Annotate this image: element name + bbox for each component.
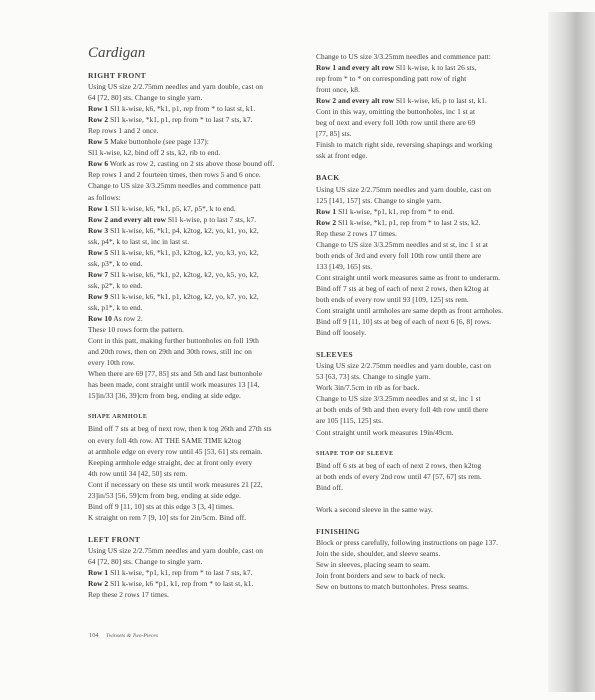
instruction-text: Cont straight until work measures same as front to underarm. <box>316 272 501 282</box>
instruction-text: Rep rows 1 and 2 fourteen times, then rows 5 and 6 once. <box>88 170 261 180</box>
instruction-text: Sew in sleeves, placing seam to seam. <box>316 559 431 569</box>
instruction-line <box>316 62 548 73</box>
instruction-text: Sl1 k-wise, k6, *k1, p4, k2tog, k2, yo, k1, yo, k2, <box>108 225 259 235</box>
instruction-text: [77, 85] sts. <box>316 129 352 139</box>
instruction-line <box>88 269 310 280</box>
row-label: Row 2 <box>88 579 109 589</box>
instruction-line <box>88 103 310 114</box>
row-label: Row 7 <box>88 269 109 279</box>
instruction-text: Using US size 2/2.75mm needles and yarn double, cast on <box>316 184 491 194</box>
instruction-line <box>316 217 548 228</box>
instruction-text: ssk, p4*, k to last st, inc in last st. <box>88 236 190 246</box>
instruction-line <box>316 327 548 338</box>
instruction-text: Bind off. <box>316 482 344 492</box>
instruction-text: Sl1 k-wise, *p1, k1, rep from * to end. <box>336 206 455 216</box>
instruction-line <box>88 324 310 335</box>
instruction-line <box>88 125 310 136</box>
instruction-line <box>88 280 310 291</box>
instruction-text: at both ends of 9th and then every foll 4th row until there <box>316 405 489 415</box>
instruction-text: Change to US size 3/3.25mm needles and st st, inc 1 st <box>316 394 481 404</box>
instruction-text: both ends of 3rd and every foll 10th row until there are <box>316 250 482 260</box>
instruction-line <box>88 158 310 169</box>
instruction-line <box>316 404 548 415</box>
instruction-text: Sl1 k-wise, k6, *k1, p1, rep from * to last st, k1. <box>108 104 256 114</box>
instruction-line <box>88 512 310 523</box>
instruction-text: Sl1 k-wise, k6 *p1, k1, rep from * to last st, k1. <box>108 579 254 589</box>
instruction-text: Sl1 k-wise, p to last 7 sts, k7. <box>166 214 257 224</box>
instruction-text: When there are 69 [77, 85] sts and 5th and last buttonhole <box>88 369 263 379</box>
instruction-text: on every foll 4th row. AT THE SAME TIME k2tog <box>88 435 242 445</box>
right-column <box>316 51 548 592</box>
instruction-text: 15]in/33 [36, 39]cm from beg, ending at side edge. <box>88 391 241 401</box>
instruction-line <box>316 537 548 548</box>
instruction-line <box>316 184 548 195</box>
instruction-line <box>316 239 548 250</box>
instruction-line <box>316 305 548 316</box>
shape-armhole-instructions <box>88 423 310 522</box>
instruction-line <box>88 335 310 346</box>
instruction-line <box>316 261 548 272</box>
section-heading-shape-top-of-sleeve: SHAPE TOP OF SLEEVE <box>316 450 394 457</box>
instruction-text: Change to US size 3/3.25mm needles and commence patt <box>88 181 261 191</box>
instruction-line <box>316 117 548 128</box>
instruction-text: and 20th rows, then on 29th and 30th rows, still inc on <box>88 347 252 357</box>
instruction-line <box>316 128 548 139</box>
instruction-text: 64 [72, 80] sts. Change to single yarn. <box>88 93 203 103</box>
section-heading-sleeves: SLEEVES <box>316 350 353 360</box>
instruction-line <box>316 393 548 404</box>
instruction-line <box>316 360 548 371</box>
instruction-line <box>88 136 310 147</box>
instruction-text: Work 3in/7.5cm in rib as for back. <box>316 383 420 393</box>
instruction-text: Using US size 2/2.75mm needles and yarn double, cast on <box>88 82 263 92</box>
instruction-line <box>316 139 548 150</box>
instruction-text: beg of next and every foll 10th row until there are 69 <box>316 118 476 128</box>
instruction-text: Rep these 2 rows 17 times. <box>88 590 169 600</box>
instruction-text: every 10th row. <box>88 358 135 368</box>
instruction-text: Sl1 k-wise, k2, bind off 2 sts, k2, rib to end. <box>88 148 221 158</box>
instruction-text: ssk at front edge. <box>316 151 368 161</box>
instruction-text: ssk, p1*, k to end. <box>88 302 143 312</box>
row-label: Row 1 and every alt row <box>316 63 394 73</box>
instruction-text: Cont straight until armholes are same depth as front armholes. <box>316 306 503 316</box>
instruction-text: Cont in this way, omitting the buttonholes, inc 1 st at <box>316 107 476 117</box>
right-front-instructions <box>88 81 310 401</box>
row-label: Row 3 <box>88 225 109 235</box>
instruction-text: Finish to match right side, reversing shapings and working <box>316 140 493 150</box>
instruction-line <box>88 346 310 357</box>
instruction-line <box>316 581 548 592</box>
instruction-text: Sl1 k-wise, k6, *k1, p5, k7, p5*, k to end. <box>108 203 236 213</box>
instruction-line <box>88 357 310 368</box>
instruction-text: as follows: <box>88 192 121 202</box>
instruction-line <box>316 206 548 217</box>
instruction-text: Using US size 2/2.75mm needles and yarn double, cast on <box>316 361 491 371</box>
instruction-text: 4th row until 34 [42, 50] sts rem. <box>88 468 188 478</box>
instruction-line <box>88 567 310 578</box>
row-label: Row 6 <box>88 159 109 169</box>
instruction-line <box>88 457 310 468</box>
instruction-text: at armhole edge on every row until 45 [53, 61] sts remain. <box>88 446 263 456</box>
instruction-line <box>316 150 548 161</box>
instruction-text: ssk, p2*, k to end. <box>88 280 143 290</box>
instruction-line <box>316 294 548 305</box>
instruction-text: Rep these 2 rows 17 times. <box>316 228 397 238</box>
instruction-line <box>316 482 548 493</box>
instruction-line <box>88 291 310 302</box>
instruction-text: Change to US size 3/3.25mm needles and st st, inc 1 st at <box>316 239 488 249</box>
page-number: 104 <box>89 632 99 639</box>
instruction-line <box>88 578 310 589</box>
row-label: Row 5 <box>88 247 109 257</box>
book-title: Twinsets & Two-Pieces <box>106 633 158 639</box>
instruction-text: 23]in/53 [56, 59]cm from beg, ending at side edge. <box>88 490 241 500</box>
instruction-text: has been made, cont straight until work measures 13 [14, <box>88 380 260 390</box>
instruction-text: Cont if necessary on these sts until work measures 21 [22, <box>88 479 263 489</box>
instruction-line <box>88 313 310 324</box>
instruction-text: Bind off loosely. <box>316 328 367 338</box>
instruction-line <box>316 84 548 95</box>
instruction-line <box>88 169 310 180</box>
instruction-line <box>88 368 310 379</box>
back-instructions <box>316 184 548 339</box>
instruction-text: These 10 rows form the pattern. <box>88 325 184 335</box>
second-sleeve-note: Work a second sleeve in the same way. <box>316 504 433 514</box>
left-column <box>88 44 310 600</box>
instruction-line <box>88 92 310 103</box>
instruction-text: rep from * to * on corresponding patt row of right <box>316 74 467 84</box>
instruction-text: Sl1 k-wise, k6, *k1, p2, k2tog, k2, yo, k5, yo, k2, <box>108 269 259 279</box>
section-heading-back: BACK <box>316 173 340 183</box>
instruction-line <box>88 302 310 313</box>
instruction-line <box>316 95 548 106</box>
row-label: Row 1 <box>316 206 337 216</box>
instruction-line <box>316 559 548 570</box>
instruction-line <box>316 548 548 559</box>
row-label: Row 1 <box>88 203 109 213</box>
page-edge-shadow <box>548 12 595 692</box>
row-label: Row 2 and every alt row <box>316 96 394 106</box>
section-heading-right-front: RIGHT FRONT <box>88 71 147 80</box>
instruction-text: 64 [72, 80] sts. Change to single yarn. <box>88 556 203 566</box>
instruction-line <box>88 379 310 390</box>
instruction-text: Rep rows 1 and 2 once. <box>88 126 159 136</box>
instruction-text: Sl1 k-wise, *p1, k1, rep from * to last 7 sts, k7. <box>108 568 253 578</box>
instruction-line <box>316 316 548 327</box>
row-label: Row 5 <box>88 137 109 147</box>
instruction-line <box>316 283 548 294</box>
instruction-line <box>316 250 548 261</box>
instruction-line <box>88 501 310 512</box>
row-label: Row 9 <box>88 291 109 301</box>
instruction-text: both ends of every row until 93 [109, 125] sts rem. <box>316 294 469 304</box>
instruction-line <box>88 258 310 269</box>
page-footer <box>89 632 158 639</box>
instruction-line <box>88 468 310 479</box>
sleeves-instructions <box>316 360 548 437</box>
instruction-line <box>88 479 310 490</box>
instruction-line <box>316 415 548 426</box>
instruction-line <box>88 225 310 236</box>
pattern-title: Cardigan <box>88 45 146 61</box>
instruction-line <box>316 371 548 382</box>
finishing-instructions <box>316 537 548 592</box>
instruction-text: 125 [141, 157] sts. Change to single yarn. <box>316 195 442 205</box>
instruction-line <box>88 214 310 225</box>
instruction-text: Bind off 7 sts at beg of each of next 2 rows, then k2tog at <box>316 283 489 293</box>
instruction-text: Sl1 k-wise, *k1, p1, rep from * to last 2 sts, k2. <box>336 217 481 227</box>
instruction-text: Bind off 7 sts at beg of next row, then k tog 26th and 27th sts <box>88 424 272 434</box>
left-front-continued-instructions <box>316 51 548 161</box>
instruction-text: Sl1 k-wise, k to last 26 sts, <box>394 63 477 73</box>
instruction-text: Change to US size 3/3.25mm needles and commence patt: <box>316 52 491 61</box>
shape-sleeve-top-instructions <box>316 460 548 493</box>
section-heading-shape-armhole: SHAPE ARMHOLE <box>88 414 148 421</box>
instruction-line <box>316 460 548 471</box>
instruction-line <box>88 490 310 501</box>
instruction-text: Work as row 2, casting on 2 sts above those bound off. <box>108 159 275 169</box>
instruction-line <box>316 570 548 581</box>
instruction-text: Sl1 k-wise, *k1, p1, rep from * to last 7 sts, k7. <box>108 115 253 125</box>
instruction-text: Bind off 6 sts at beg of each of next 2 rows, then k2tog <box>316 460 482 470</box>
instruction-text: Bind off 9 [11, 10] sts at this edge 3 [3, 4] times. <box>88 501 235 511</box>
instruction-text: Cont in this patt, making further buttonholes on foll 19th <box>88 336 259 346</box>
instruction-text: at both ends of every 2nd row until 47 [57, 67] sts rem. <box>316 471 482 481</box>
instruction-text: Bind off 9 [11, 10] sts at beg of each of next 6 [6, 8] rows. <box>316 317 492 327</box>
row-label: Row 10 <box>88 314 112 324</box>
instruction-line <box>88 556 310 567</box>
instruction-line <box>88 446 310 457</box>
instruction-line <box>88 203 310 214</box>
instruction-line <box>88 192 310 203</box>
instruction-line <box>316 272 548 283</box>
left-front-instructions <box>88 545 310 600</box>
instruction-text: As row 2. <box>111 314 143 324</box>
row-label: Row 1 <box>88 104 109 114</box>
instruction-text: are 105 [115, 125] sts. <box>316 416 383 426</box>
instruction-line <box>88 390 310 401</box>
instruction-text: Block or press carefully, following instructions on page 137. <box>316 537 498 547</box>
instruction-text: Sew on buttons to match buttonholes. Press seams. <box>316 582 469 592</box>
instruction-text: Join front borders and sew to back of neck. <box>316 570 446 580</box>
instruction-line <box>88 545 310 556</box>
row-label: Row 2 <box>88 115 109 125</box>
instruction-line <box>316 51 548 62</box>
instruction-text: Keeping armhole edge straight, dec at front only every <box>88 457 253 467</box>
instruction-line <box>316 427 548 438</box>
instruction-line <box>316 73 548 84</box>
section-heading-left-front: LEFT FRONT <box>88 534 141 544</box>
instruction-line <box>88 435 310 446</box>
instruction-text: 133 [149, 165] sts. <box>316 261 373 271</box>
row-label: Row 2 <box>316 217 337 227</box>
instruction-text: Sl1 k-wise, k6, *k1, p3, k2tog, k2, yo, k3, yo, k2, <box>108 247 259 257</box>
row-label: Row 2 and every alt row <box>88 214 166 224</box>
instruction-text: 53 [63, 73] sts. Change to single yarn. <box>316 372 431 382</box>
section-heading-finishing: FINISHING <box>316 526 361 536</box>
instruction-text: Make buttonhole (see page 137): <box>108 137 209 147</box>
instruction-line <box>88 180 310 191</box>
instruction-line <box>88 114 310 125</box>
instruction-text: Using US size 2/2.75mm needles and yarn double, cast on <box>88 545 263 555</box>
instruction-line <box>316 195 548 206</box>
instruction-text: ssk, p3*, k to end. <box>88 258 143 268</box>
instruction-text: Cont straight until work measures 19in/49cm. <box>316 427 454 437</box>
instruction-line <box>316 471 548 482</box>
instruction-text: K straight on rem 7 [9, 10] sts for 2in/5cm. Bind off. <box>88 512 247 522</box>
instruction-text: Join the side, shoulder, and sleeve seams. <box>316 548 441 558</box>
instruction-text: Sl1 k-wise, k6, *k1, p1, k2tog, k2, yo, k7, yo, k2, <box>108 291 259 301</box>
instruction-text: front once, k8. <box>316 85 360 95</box>
instruction-line <box>88 147 310 158</box>
instruction-text: Sl1 k-wise, k6, p to last st, k1. <box>394 96 487 106</box>
instruction-line <box>316 106 548 117</box>
instruction-line <box>88 589 310 600</box>
instruction-line <box>88 247 310 258</box>
row-label: Row 1 <box>88 568 109 578</box>
instruction-line <box>88 236 310 247</box>
instruction-line <box>88 81 310 92</box>
instruction-line <box>316 228 548 239</box>
instruction-line <box>88 423 310 434</box>
instruction-line <box>316 382 548 393</box>
